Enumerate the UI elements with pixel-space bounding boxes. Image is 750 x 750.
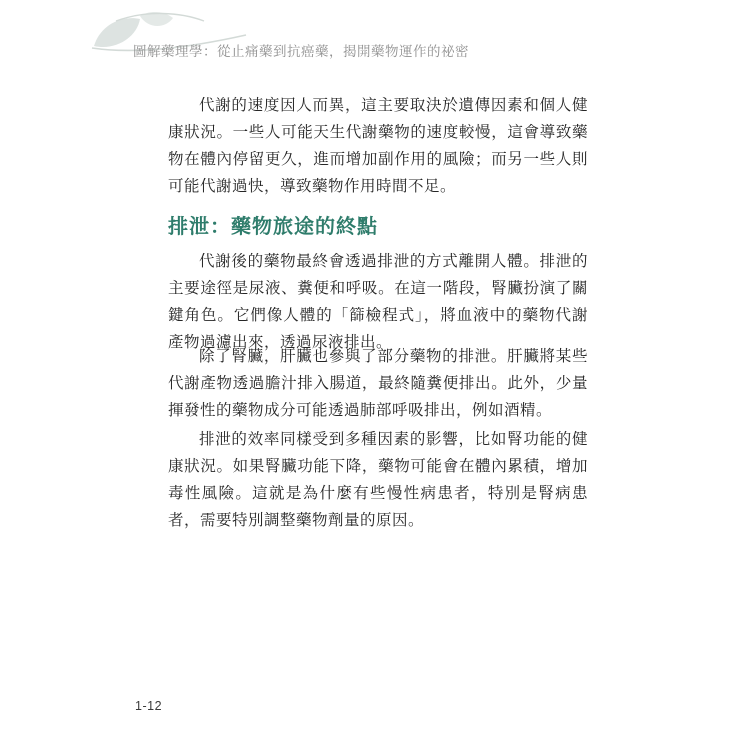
- book-header-title: 圖解藥理學：從止痛藥到抗癌藥，揭開藥物運作的祕密: [133, 44, 469, 59]
- section-heading-excretion: 排泄：藥物旅途的終點: [168, 216, 378, 238]
- paragraph-liver-excretion: 除了腎臟，肝臟也參與了部分藥物的排泄。肝臟將某些代謝產物透過膽汁排入腸道，最終隨糞便排出。此外，少量揮發性的藥物成分可能透過肺部呼吸排出，例如酒精。: [168, 348, 588, 419]
- paragraph-excretion-routes: 代謝後的藥物最終會透過排泄的方式離開人體。排泄的主要途徑是尿液、糞便和呼吸。在這一階段，腎臟扮演了關鍵角色。它們像人體的「篩檢程式」，將血液中的藥物代謝產物過濾出來，透過尿液排出。: [168, 253, 588, 351]
- paragraph-metabolism-speed: 代謝的速度因人而異，這主要取決於遺傳因素和個人健康狀況。一些人可能天生代謝藥物的速度較慢，這會導致藥物在體內停留更久，進而增加副作用的風險；而另一些人則可能代謝過快，導致藥物作用時間不足。: [168, 97, 588, 195]
- paragraph-excretion-efficiency: 排泄的效率同樣受到多種因素的影響，比如腎功能的健康狀況。如果腎臟功能下降，藥物可能會在體內累積，增加毒性風險。這就是為什麼有些慢性病患者，特別是腎病患者，需要特別調整藥物劑量的原因。: [168, 431, 588, 529]
- page-number: 1-12: [135, 699, 163, 713]
